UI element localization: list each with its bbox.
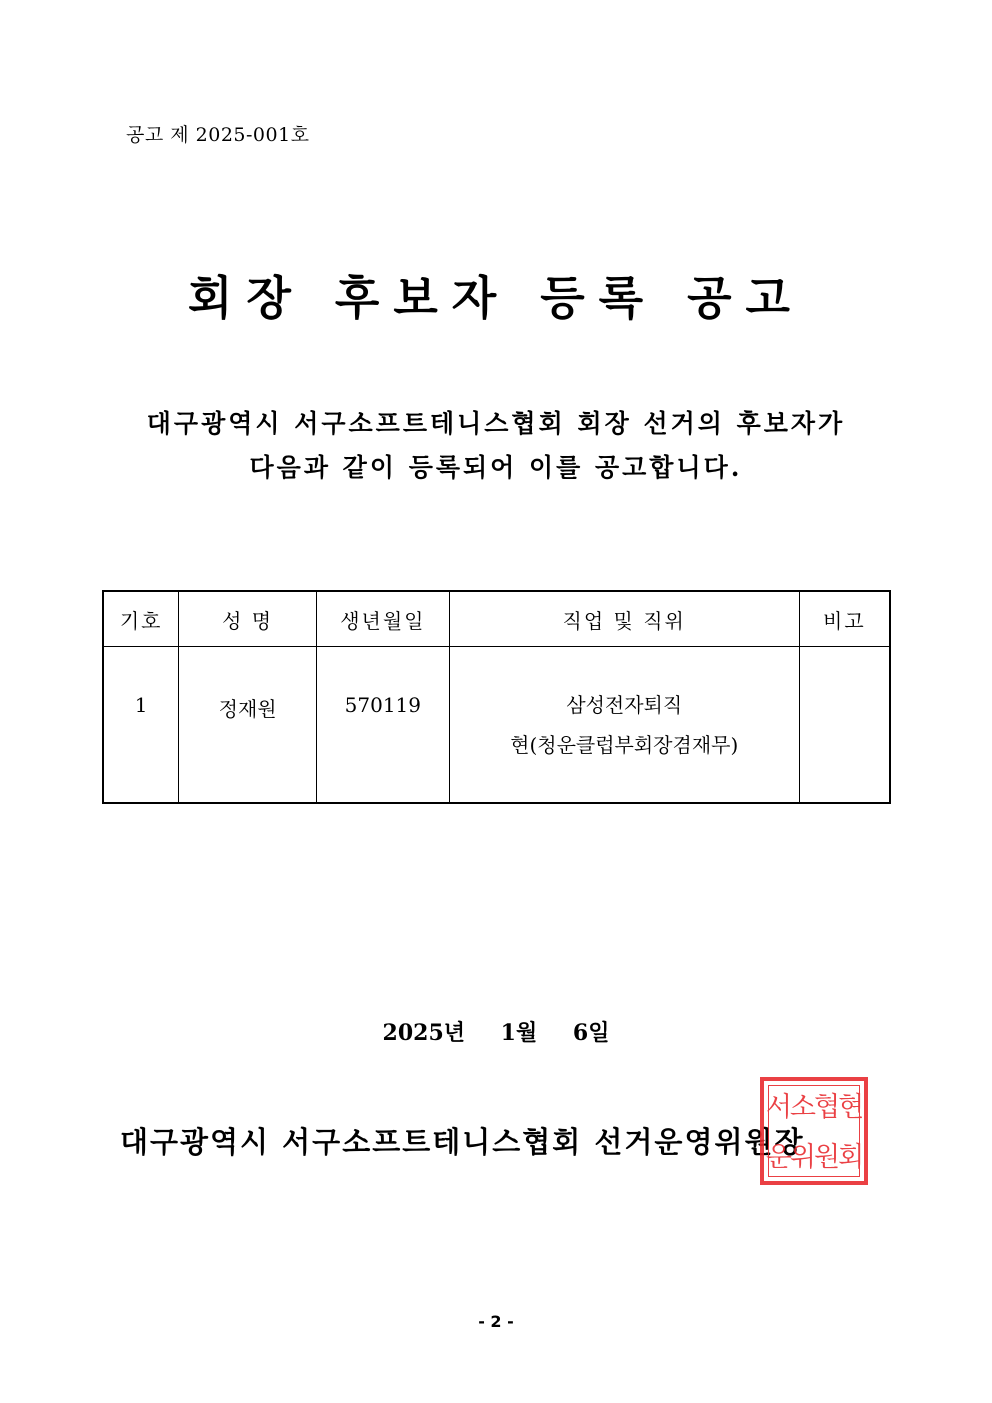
- signer-title: 대구광역시 서구소프트테니스협회 선거운영위원장: [120, 1125, 805, 1159]
- notice-number: 공고 제 2025-001호: [126, 124, 310, 146]
- table-header-row: [103, 591, 890, 647]
- official-seal-icon: [760, 1077, 868, 1185]
- seal-text-line-1: 서소협현: [765, 1092, 863, 1123]
- intro-line-1: 대구광역시 서구소프트테니스협회 회장 선거의 후보자가: [146, 409, 846, 438]
- cell-birthdate: 570119: [316, 647, 449, 803]
- job-line-1: 삼성전자퇴직: [566, 693, 683, 717]
- cell-job: [449, 647, 799, 803]
- header-number: 기호: [103, 591, 179, 647]
- candidate-table: [102, 590, 891, 804]
- cell-name: 정재원: [179, 647, 317, 803]
- header-job: 직업 및 직위: [449, 591, 799, 647]
- header-birthdate: 생년월일: [316, 591, 449, 647]
- seal-text-line-2: 운위원회: [765, 1142, 863, 1173]
- table-row: [103, 647, 890, 803]
- intro-line-2: 다음과 같이 등록되어 이를 공고합니다.: [249, 453, 743, 482]
- header-remarks: 비고: [799, 591, 890, 647]
- cell-number: 1: [103, 647, 179, 803]
- job-line-2: 현(청운클럽부회장겸재무): [510, 733, 739, 757]
- page-number: - 2 -: [478, 1312, 514, 1331]
- announcement-date: [0, 1016, 992, 1047]
- date-year: 2025년: [382, 1020, 465, 1046]
- date-month: 1월: [500, 1020, 538, 1046]
- seal-inner-border: [768, 1085, 860, 1177]
- date-day: 6일: [572, 1020, 610, 1046]
- header-name: 성 명: [179, 591, 317, 647]
- document-title: 회장 후보자 등록 공고: [188, 271, 804, 325]
- cell-remarks: [799, 647, 890, 803]
